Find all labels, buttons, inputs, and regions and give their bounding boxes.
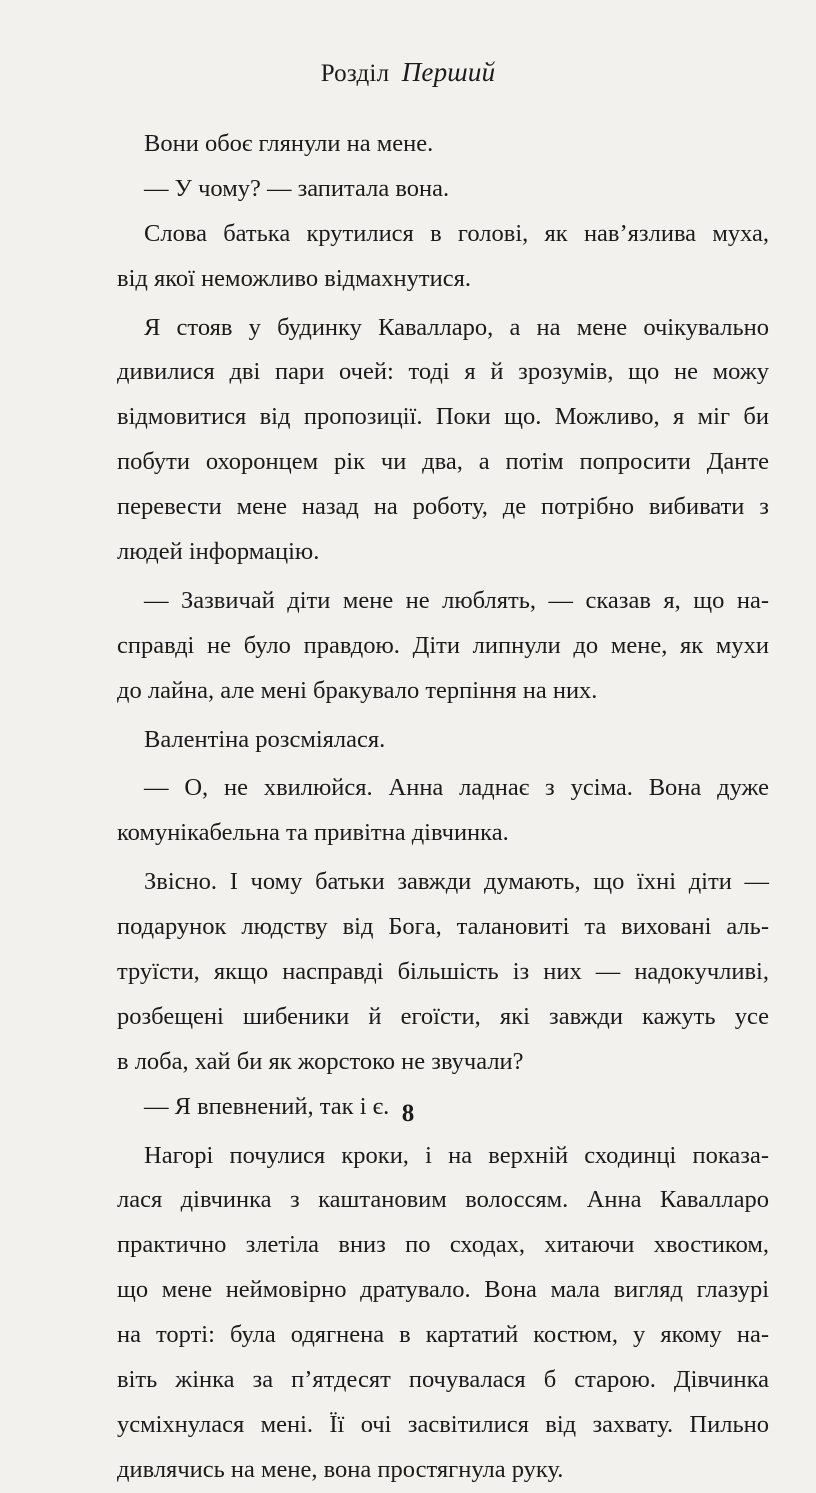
text-line: що мене неймовірно дратувало. Вона мала вигляд глазурі	[117, 1276, 769, 1304]
text-line: людей інформацію.	[117, 538, 320, 566]
running-head	[0, 52, 816, 94]
text-line: Нагорі почулися кроки, і на верхній сходинці показа-	[144, 1141, 769, 1169]
text-line: до лайна, але мені бракувало терпіння на них.	[117, 676, 598, 704]
text-line: від якої неможливо відмахнутися.	[117, 264, 471, 292]
text-line: практично злетіла вниз по сходах, хитаючи хвостиком,	[117, 1231, 769, 1259]
text-line: Звісно. І чому батьки завжди думають, що їхні діти —	[144, 868, 769, 896]
text-line: усміхнулася мені. Її очі засвітилися від захвату. Пильно	[117, 1410, 769, 1438]
text-line: — Я впевнений, так і є.	[144, 1092, 390, 1120]
text-line: справді не було правдою. Діти липнули до мене, як мухи	[117, 631, 769, 659]
running-head-section: Розділ	[320, 60, 390, 87]
running-head-chapter: Перший	[401, 57, 496, 87]
text-line: дивилися дві пари очей: тоді я й зрозумів, що не можу	[117, 358, 769, 386]
text-line: — О, не хвилюйся. Анна ладнає з усіма. Вона дуже	[144, 774, 769, 802]
text-line: комунікабельна та привітна дівчинка.	[117, 819, 509, 847]
text-line: Я стояв у будинку Кавалларо, а на мене очікувально	[144, 313, 769, 341]
text-line: — Зазвичай діти мене не люблять, — сказав я, що на-	[144, 586, 769, 614]
text-line: перевести мене назад на роботу, де потрібно вибивати з	[117, 493, 769, 521]
text-line: в лоба, хай би як жорстоко не звучали?	[117, 1047, 524, 1075]
page-number: 8	[401, 1100, 415, 1127]
text-line: побути охоронцем рік чи два, а потім попросити Данте	[117, 448, 769, 476]
text-line: дивлячись на мене, вона простягнула руку.	[117, 1455, 564, 1483]
text-line: Валентіна розсміялася.	[144, 725, 386, 753]
text-line: — У чому? — запитала вона.	[144, 174, 450, 202]
text-line: на торті: була одягнена в картатий костюм, у якому на-	[117, 1321, 769, 1349]
text-line: Вони обоє глянули на мене.	[144, 130, 434, 157]
text-line: відмовитися від пропозиції. Поки що. Можливо, я міг би	[117, 403, 769, 431]
text-line: труїсти, якщо насправді більшість із них — надокучливі,	[117, 958, 769, 986]
body-text	[117, 122, 769, 1493]
text-line: Слова батька крутилися в голові, як нав’язлива муха,	[144, 219, 769, 247]
text-line: подарунок людству від Бога, талановиті та виховані аль-	[117, 913, 769, 941]
text-line: розбещені шибеники й егоїсти, які завжди кажуть усе	[117, 1002, 769, 1030]
text-line: лася дівчинка з каштановим волоссям. Анна Кавалларо	[117, 1186, 769, 1214]
text-line: віть жінка за п’ятдесят почувалася б старою. Дівчинка	[117, 1366, 769, 1394]
